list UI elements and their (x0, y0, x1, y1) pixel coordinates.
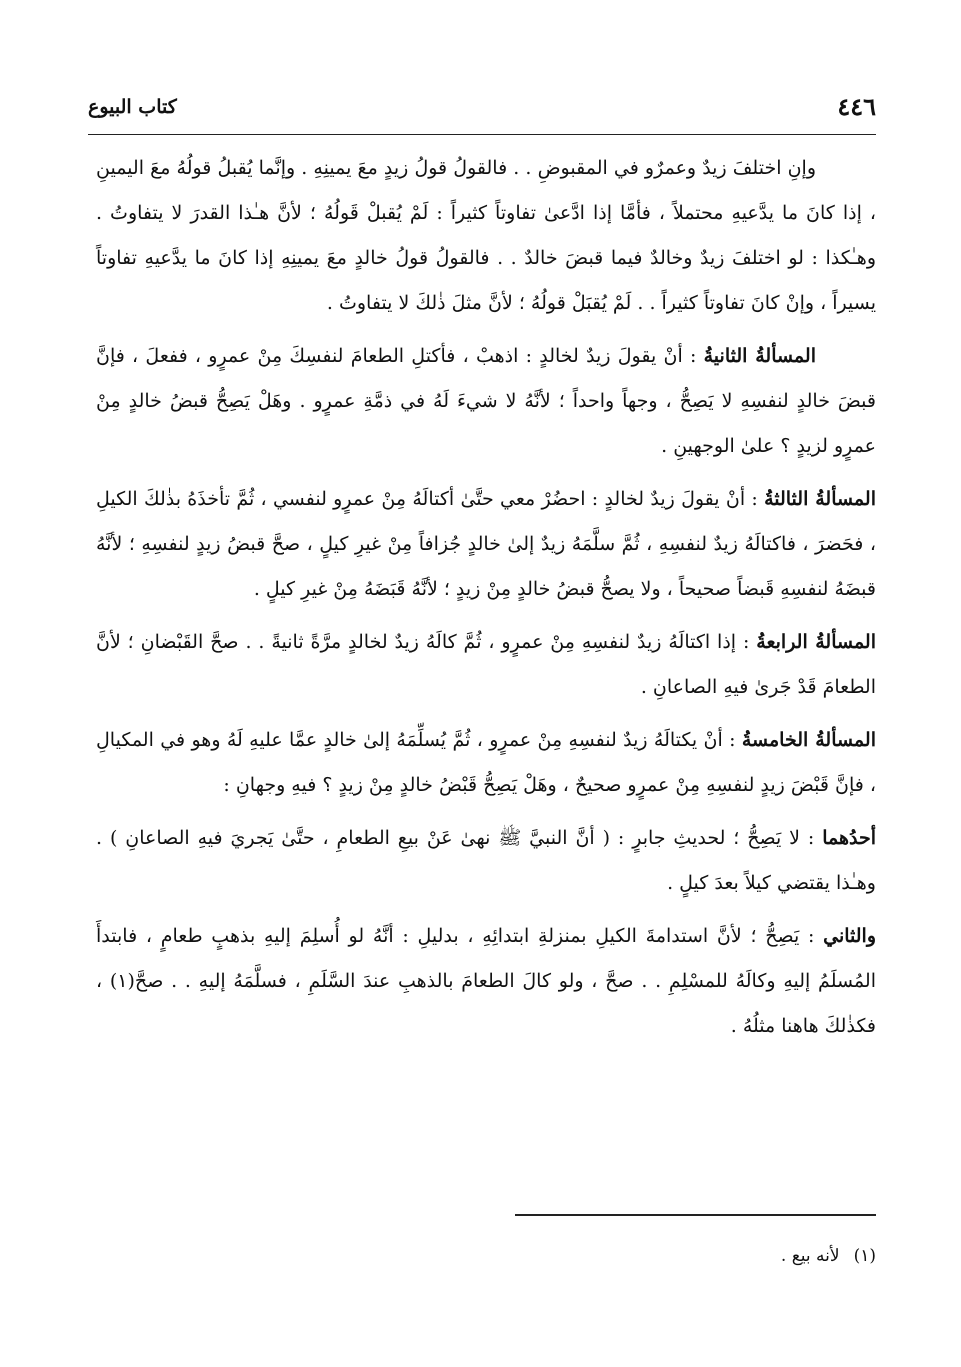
footnote-divider (515, 1214, 876, 1216)
footnote-text: لأنه بيع . (780, 1246, 840, 1266)
paragraph-label: أحدُهما (822, 827, 876, 849)
paragraph-text: : يَصِحُّ ؛ لأنَّ استدامةَ الكيلِ بمنزلةِ ابتدائِهِ ، بدليلِ : أنَّهُ لو أُسلِمَ إليهِ بذهبٍ طعامٍ ، فابتدأَ المُسلَمُ إليهِ وكالَهُ للمسْلِمِ . . صحَّ ، ولو كالَ الطعامَ بالذهبِ عندَ السَّلَمِ ، فسلَّمَهُ إليهِ . . صحَّ(١) ، فكذٰلكَ هاهنا مثلُهُ . (96, 925, 876, 1037)
paragraph-text: : أنْ يكتالَهُ زيدٌ لنفسِهِ مِنْ عمرٍو ، ثُمَّ يُسلِّمَهُ إلىٰ خالدٍ عمَّا عليهِ لَهُ وهو في المكيالِ ، فإنَّ قَبْضَ زيدٍ لنفسِهِ مِنْ عمرٍو صحيحٌ ، وهَلْ يَصِحُّ قَبْضُ خالدٍ مِنْ زيدٍ ؟ فيهِ وجهانِ : (96, 729, 876, 796)
paragraph-issue-2 (96, 334, 876, 469)
paragraph-opinion-1 (96, 816, 876, 906)
paragraph-text: : لا يَصِحُّ ؛ لحديثِ جابرٍ : ( أنَّ النبيَّ ﷺ نهىٰ عَنْ بيعِ الطعامِ ، حتَّىٰ يَجريَ فيهِ الصاعانِ ) . وهـٰذا يقتضي كيلاً بعدَ كيلٍ . (96, 827, 876, 894)
running-title: كتاب البيوع (88, 96, 177, 118)
footnote-number: (١) (853, 1246, 876, 1266)
main-text (96, 146, 876, 1057)
paragraph-label: المسألةُ الرابعةُ (756, 631, 876, 653)
paragraph-issue-4 (96, 620, 876, 710)
paragraph-intro (96, 146, 876, 326)
paragraph-text: : إذا اكتالَهُ زيدٌ لنفسِهِ مِنْ عمرٍو ، ثُمَّ كالَهُ زيدٌ لخالدٍ مرَّةً ثانيةً . . صحَّ القَبْضانِ ؛ لأنَّ الطعامَ قَدْ جَرىٰ فيهِ الصاعانِ . (96, 631, 876, 698)
footnote (96, 1246, 876, 1266)
paragraph-text: : أنْ يقولَ زيدٌ لخالدٍ : اذهبْ ، فأكتلِ الطعامَ لنفسِكَ مِنْ عمرٍو ، ففعلَ ، فإنَّ قبضَ خالدٍ لنفسِهِ لا يَصِحُّ ، وجهاً واحداً ؛ لأنَّهُ لا شيءَ لَهُ في ذمَّةِ عمرٍو . وهَلْ يَصِحُّ قبضُ خالدٍ مِنْ عمرٍو لزيدٍ ؟ علىٰ الوجهينِ . (96, 345, 876, 457)
paragraph-opinion-2 (96, 914, 876, 1049)
paragraph-issue-3 (96, 477, 876, 612)
paragraph-label: المسألةُ الثانيةُ (703, 345, 816, 367)
paragraph-label: المسألةُ الخامسةُ (741, 729, 876, 751)
paragraph-issue-5 (96, 718, 876, 808)
page-header (88, 92, 876, 128)
header-divider (88, 134, 876, 135)
paragraph-text: : أنْ يقولَ زيدٌ لخالدٍ : احضُرْ معي حتَّىٰ أكتالَهُ مِنْ عمرٍو لنفسي ، ثُمَّ تأخذَهُ بذٰلكَ الكيلِ ، فحَضرَ ، فاكتالَهُ زيدٌ لنفسِهِ ، ثُمَّ سلَّمَهُ زيدٌ إلىٰ خالدٍ جُزافاً مِنْ غيرِ كيلٍ ، صحَّ قبضُ زيدٍ لنفسِهِ ؛ لأنَّهُ قبضَهُ لنفسِهِ قَبضاً صحيحاً ، ولا يصحُّ قبضُ خالدٍ مِنْ زيدٍ ؛ لأنَّهُ قَبَضَهُ مِنْ غيرِ كيلٍ . (96, 488, 876, 600)
paragraph-label: المسألةُ الثالثةُ (764, 488, 876, 510)
page-number: ٤٤٦ (837, 92, 876, 121)
paragraph-label: والثاني (823, 925, 876, 947)
paragraph-text: وإنِ اختلفَ زيدٌ وعمرٌو في المقبوضِ . . فالقولُ قولُ زيدٍ معَ يمينِهِ . وإنَّما يُقبلُ قولُهُ معَ اليمينِ ، إذا كانَ ما يدَّعيهِ محتملاً ، فأمَّا إذا ادَّعىٰ تفاوتاً كثيراً : لَمْ يُقبلْ قَولُهُ ؛ لأنَّ هـٰذا القدرَ لا يتفاوتُ . وهـٰكذا : لو اختلفَ زيدٌ وخالدٌ فيما قبضَ خالدٌ . . فالقولُ قولُ خالدٍ معَ يمينِهِ إذا كانَ ما يدَّعيهِ تفاوتاً يسيراً ، وإنْ كانَ تفاوتاً كثيراً . . لَمْ يُقبَلْ قولُهُ ؛ لأنَّ مثلَ ذٰلكَ لا يتفاوتُ . (96, 157, 876, 314)
